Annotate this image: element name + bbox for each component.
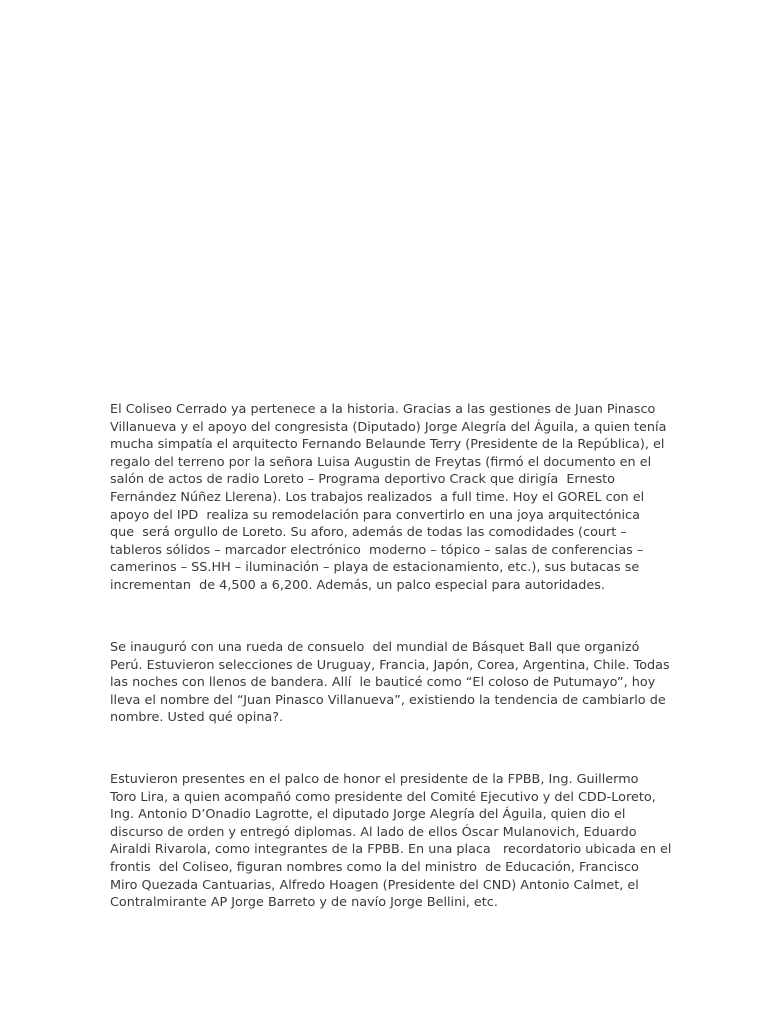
text-line: Fernández Núñez Llerena). Los trabajos realizados a full time. Hoy el GOREL con el [110, 489, 645, 505]
text-line: regalo del terreno por la señora Luisa Augustin de Freytas (firmó el documento en el [110, 454, 652, 470]
text-line: Miro Quezada Cantuarias, Alfredo Hoagen (Presidente del CND) Antonio Calmet, el [110, 877, 639, 893]
text-line: las noches con llenos de bandera. Allí le bauticé como “El coloso de Putumayo”, hoy [110, 675, 656, 691]
text-line: Toro Lira, a quien acompañó como presidente del Comité Ejecutivo y del CDD-Loreto, [110, 789, 656, 805]
text-line: camerinos – SS.HH – iluminación – playa de estacionamiento, etc.), sus butacas se [110, 560, 640, 576]
paragraph-honor-box [110, 771, 672, 912]
text-line: que será orgullo de Loreto. Su aforo, además de todas las comodidades (court – [110, 525, 627, 541]
text-line: nombre. Usted qué opina?. [110, 710, 284, 726]
text-line: Se inauguró con una rueda de consuelo del mundial de Básquet Ball que organizó [110, 640, 640, 655]
text-line: frontis del Coliseo, figuran nombres como la del ministro de Educación, Francisco [110, 859, 639, 875]
text-line: discurso de orden y entregó diplomas. Al lado de ellos Óscar Mulanovich, Eduardo [110, 824, 637, 840]
text-line: Perú. Estuvieron selecciones de Uruguay, Francia, Japón, Corea, Argentina, Chile. Todas [110, 657, 670, 673]
text-line: tableros sólidos – marcador electrónico moderno – tópico – salas de conferencias – [110, 542, 644, 558]
text-line: El Coliseo Cerrado ya pertenece a la historia. Gracias a las gestiones de Juan Pinasco [110, 402, 656, 417]
text-line: Villanueva y el apoyo del congresista (Diputado) Jorge Alegría del Águila, a quien tenía [110, 419, 667, 435]
text-line: lleva el nombre del “Juan Pinasco Villanueva”, existiendo la tendencia de cambiarlo de [110, 692, 666, 708]
paragraph-coliseo-history [110, 401, 667, 595]
text-line: Airaldi Rivarola, como integrantes de la FPBB. En una placa recordatorio ubicada en el [110, 842, 672, 858]
text-line: Contralmirante AP Jorge Barreto y de navío Jorge Bellini, etc. [110, 895, 498, 911]
paragraph-inauguration [110, 639, 670, 727]
text-line: incrementan de 4,500 a 6,200. Además, un palco especial para autoridades. [110, 577, 605, 593]
text-line: Estuvieron presentes en el palco de honor el presidente de la FPBB, Ing. Guillermo [110, 772, 639, 787]
text-line: salón de actos de radio Loreto – Programa deportivo Crack que dirigía Ernesto [110, 472, 615, 488]
text-line: mucha simpatía el arquitecto Fernando Belaunde Terry (Presidente de la República), el [110, 437, 665, 453]
text-line: Ing. Antonio D’Onadio Lagrotte, el diputado Jorge Alegría del Águila, quien dio el [110, 807, 626, 823]
text-line: apoyo del IPD realiza su remodelación para convertirlo en una joya arquitectónica [110, 507, 640, 523]
